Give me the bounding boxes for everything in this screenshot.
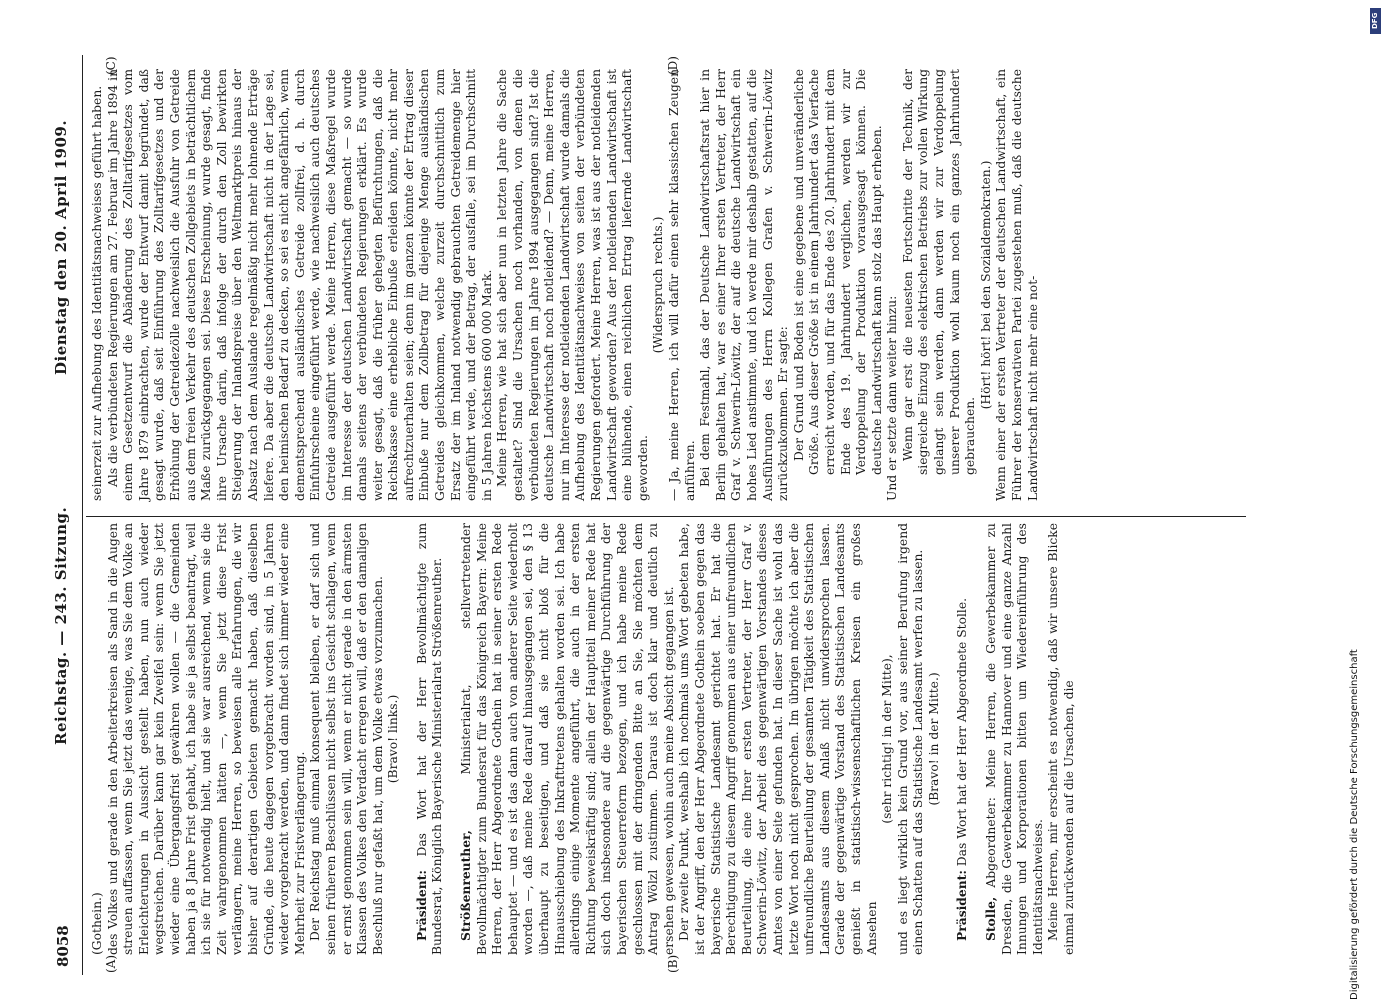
speaker-name: Präsident: — [954, 870, 970, 941]
margin-mark-b: (B) — [666, 954, 680, 973]
speaker-name: Stolle, — [983, 896, 999, 941]
speaker-text: Das Wort hat der Herr Bevollmächtigte zum Bundesrat, Königlich Bayerische Ministerialrat Strößenreuther. — [414, 523, 445, 955]
paragraph: des Volkes und gerade in den Arbeiterkreisen als Sand in die Augen streuen auffassen, wenn Sie jetzt das wenige, was Sie dem Volke an Erleichterungen in Aussicht gestellt haben, nun auch wieder wegstreichen. Darüber kann gar kein Zweifel sein: wenn Sie jetzt wieder eine Übergangsfrist gewähren wollen — die Gemeinden haben ja 8 Jahre Frist gehabt, ich habe sie ja selbst beantragt, weil ich sie für notwendig hielt, und sie war ausreichend, wenn sie die Zeit wahrgenommen hätten —, wenn Sie jetzt diese Frist verlängern, meine Herren, so beweisen alle Erfahrungen, die wir bisher auf derartigen Gebieten gemacht haben, daß dieselben Gründe, die heute dagegen vorgebracht worden sind, in 5 Jahren wieder vorgebracht werden, und dann findet sich immer wieder eine Mehrheit zur Fristverlängerung. — [105, 523, 307, 955]
spacer — [402, 523, 410, 955]
speaker-paragraph — [414, 523, 446, 955]
paragraph: Wenn einer der ersten Vertreter der deutschen Landwirtschaft, ein Führer der konservativen Partei zugestehen muß, daß die deutsche Landwirtschaft nicht mehr eine not- — [994, 69, 1040, 501]
speaker-name: Präsident: — [413, 870, 429, 941]
paragraph: Meine Herren, mir erscheint es notwendig, daß wir unsere Blicke einmal zurückwenden auf die Ursachen, die — [1046, 523, 1077, 955]
paragraph: Meine Herren, wie hat sich aber nun in letzten Jahre die Sache gestaltet? Sind die Ursachen noch vorhanden, von denen die verbündeten Regierungen im Jahre 1894 ausgegangen sind? Ist die deutsche Landwirtschaft noch notleidend? — Denn, meine Herren, nur im Interesse der notleidenden Landwirtschaft wurde damals die Aufhebung des Identitätsnachweises von seiten der verbündeten Regierungen gefordert. Meine Herren, was ist aus der notleidenden Landwirtschaft geworden? Aus der notleidenden Landwirtschaft ist eine blühende, einen reichlichen Ertrag liefernde Landwirtschaft geworden. — [495, 69, 650, 501]
spacer — [446, 523, 454, 955]
quotation: Wenn gar erst die neuesten Fortschritte der Technik, der siegreiche Einzug des elektrischen Betriebs zur vollen Wirkung gelangt sein werden, dann werden wir zur Verdoppelung unserer Produktion wohl kaum noch ein ganzes Jahrhundert gebrauchen. — [900, 69, 978, 475]
paragraph: Der Reichstag muß einmal konsequent bleiben, er darf sich und seinen früheren Beschlüssen nicht selbst ins Gesicht schlagen, wenn er ernst genommen sein will, wenn er nicht gerade in den ärmsten Klassen des Volkes den Verdacht erregen will, daß er den damaligen Beschluß nur gefaßt hat, um dem Volke etwas vorzumachen. — [308, 523, 385, 955]
interjection: (Bravo! links.) — [386, 694, 401, 784]
paragraph: Und er setzte dann weiter hinzu: — [885, 295, 900, 501]
document-page — [46, 55, 1336, 975]
digitization-credit: Digitalisierung gefördert durch die Deutsche Forschungsgemeinschaft — [1349, 649, 1360, 1000]
paragraph: (Gothein.) — [90, 892, 104, 955]
right-column — [90, 69, 1041, 501]
paragraph: — Ja, meine Herren, ich will dafür einen sehr klassischen Zeugen anführen. — [666, 69, 697, 501]
margin-mark-d: (D) — [666, 56, 680, 75]
paragraph: seinerzeit zur Aufhebung des Identitätsnachweises geführt haben. — [90, 85, 104, 501]
paragraph: und es liegt wirklich kein Grund vor, aus seiner Berufung irgend einen Schatten auf das Statistische Landesamt werfen zu lassen. — [895, 523, 926, 955]
speaker-paragraph — [458, 523, 677, 955]
interjection: (sehr richtig! in der Mitte), — [880, 654, 895, 824]
dfg-logo: DFG — [1370, 8, 1381, 34]
paragraph: Bei dem Festmahl, das der Deutsche Landwirtschaftsrat hier in Berlin gehalten hat, war es einer Ihrer ersten Vertreter, der Herr Graf v. Schwerin-Löwitz, der auf die deutsche Landwirtschaft ein hohes Lied anstimmte, und ich werde mir deshalb gestatten, auf die Ausführungen des Herrn Kollegen Grafen v. Schwerin-Löwitz zurückzukommen. Er sagte: — [698, 69, 791, 501]
page-number: 8058 — [54, 925, 72, 967]
speaker-paragraph — [983, 523, 1046, 955]
speaker-text: Das Wort hat der Herr Abgeordnete Stolle. — [955, 597, 970, 867]
speaker-text: Ministerialrat, stellvertretender Bevollmächtigter zum Bundesrat für das Königreich Bayern: Meine Herren, der Herr Abgeordnete Gothein hat in seiner ersten Rede behauptet — und es ist das dann auch von anderer Seite wiederholt worden —, daß meine Rede darauf hinausgegangen sei, den § 13 überhaupt zu beseitigen, und daß sie nicht bloß für die Hinausschiebung des Inkrafttretens gehalten worden sei. Ich habe allerdings einige Momente angeführt, die auch in der ersten Richtung beweiskräftig sind; allein der Hauptteil meiner Rede hat sich doch insbesondere auf die gegenwärtige Durchführung der bayerischen Steuerreform bezogen, und ich habe meine Rede geschlossen mit der dringenden Bitte an Sie, Sie möchten dem Antrag Wölzl zustimmen. Daraus ist doch klar und deutlich zu ersehen gewesen, wohin auch meine Absicht gegangen ist. — [459, 523, 676, 955]
speaker-paragraph — [954, 523, 971, 955]
interjection: (Widerspruch rechts.) — [651, 216, 666, 354]
page-header — [46, 55, 80, 975]
paragraph: Der zweite Punkt, weshalb ich nochmals ums Wort gebeten habe, ist der Angriff, den der Herr Abgeordnete Gothein soeben gegen das bayerische Statistische Landesamt gerichtet hat. Er hat die Berechtigung zu diesem Angriff genommen aus einer unfreundlichen Beurteilung, die eine Ihrer ersten Vertreter, der Herr Graf v. Schwerin-Löwitz, der Arbeit des gegenwärtigen Vorstandes dieses Amtes von einer Seite gefunden hat. In dieser Sache ist wohl das letzte Wort noch nicht gesprochen. Im übrigen möchte ich aber die unfreundliche Beurteilung der gesamten Tätigkeit des Statistischen Landesamts aus diesem Anlaß nicht unwidersprochen lassen. Gerade der gegenwärtige Vorstand des Statistischen Landesamts genießt in statistisch-wissenschaftlichen Kreisen ein großes Ansehen — [677, 522, 879, 955]
margin-mark-c: (C) — [104, 56, 118, 75]
header-left-title: Reichstag. — 243. Sitzung. — [52, 506, 70, 745]
spacer — [942, 523, 950, 955]
column-divider — [86, 516, 1246, 517]
speaker-text: Abgeordneter: Meine Herren, die Gewerbekammer zu Dresden, die Gewerbekammer zu Hannover und eine ganze Anzahl Innungen und Korporationen bitten um Wiedereinführung des Identitätsnachweises. — [984, 523, 1045, 955]
interjection: (Bravo! in der Mitte.) — [926, 672, 941, 806]
left-column — [90, 523, 1078, 955]
header-rule — [82, 55, 83, 975]
spacer — [971, 523, 979, 955]
interjection: (Hört! hört! bei den Sozialdemokraten.) — [978, 160, 993, 410]
speaker-name: Strößenreuther, — [458, 830, 474, 941]
quotation: Der Grund und Boden ist eine gegebene und unveränderliche Größe. Aus dieser Größe ist in einem Jahrhundert das Vierfache erreicht worden, und für das Ende des 20. Jahrhundert mit dem Ende des 19. Jahrhundert verglichen, werden wir zur Verdoppelung der Produktion vorausgesagt können. Die deutsche Landwirtschaft kann stolz das Haupt erheben. — [791, 69, 884, 475]
margin-mark-a: (A) — [104, 954, 118, 973]
header-right-title: Dienstag den 20. April 1909. — [52, 119, 70, 375]
paragraph: Als die verbündeten Regierungen am 27. Februar im Jahre 1894 in einem Gesetzentwurf die Abänderung des Zolltarifgesetzes vom Jahre 1879 einbrachten, wurde der Entwurf damit begründet, daß gesagt wurde, daß seit Einführung des Zolltarifgesetzes und der Erhöhung der Getreidezölle nachweislich die Ausfuhr von Getreide aus dem freien Verkehr des deutschen Zollgebiets in beträchtlichem Maße zurückgegangen sei. Diese Erscheinung, wurde gesagt, finde ihre Ursache darin, daß infolge der durch den Zoll bewirkten Steigerung der Inlandspreise über den Weltmarktpreis hinaus der Absatz nach dem Auslande regelmäßig nicht mehr lohnende Erträge liefere. Da aber die deutsche Landwirtschaft nicht in der Lage sei, den heimischen Bedarf zu decken, so sei es nicht angefährlich, wenn dementsprechend ausländisches Getreide zollfrei, d. h. durch Einfuhrscheine eingeführt werde, wie nachweislich auch deutsches Getreide ausgeführt werde. Meine Herren, diese Maßregel wurde im Interesse der deutschen Landwirtschaft gemacht — so wurde damals seitens der verbündeten Regierungen erklärt. Es wurde weiter gesagt, daß die früher gehegten Befürchtungen, daß die Reichskasse eine erhebliche Einbuße erleiden könnte, nicht mehr aufrechtzuerhalten seien; denn im ganzen könnte der Ertrag dieser Einbuße nur dem Zollbetrag für diejenige Menge ausländischen Getreides gleichkommen, welche zurzeit durchschnittlich zum Ersatz der im Inland notwendig gebrauchten Getreidemenge hier eingeführt werde, und der Betrag, der ausfalle, sei im Durchschnitt in 5 Jahren höchstens 600 000 Mark. — [105, 69, 494, 501]
